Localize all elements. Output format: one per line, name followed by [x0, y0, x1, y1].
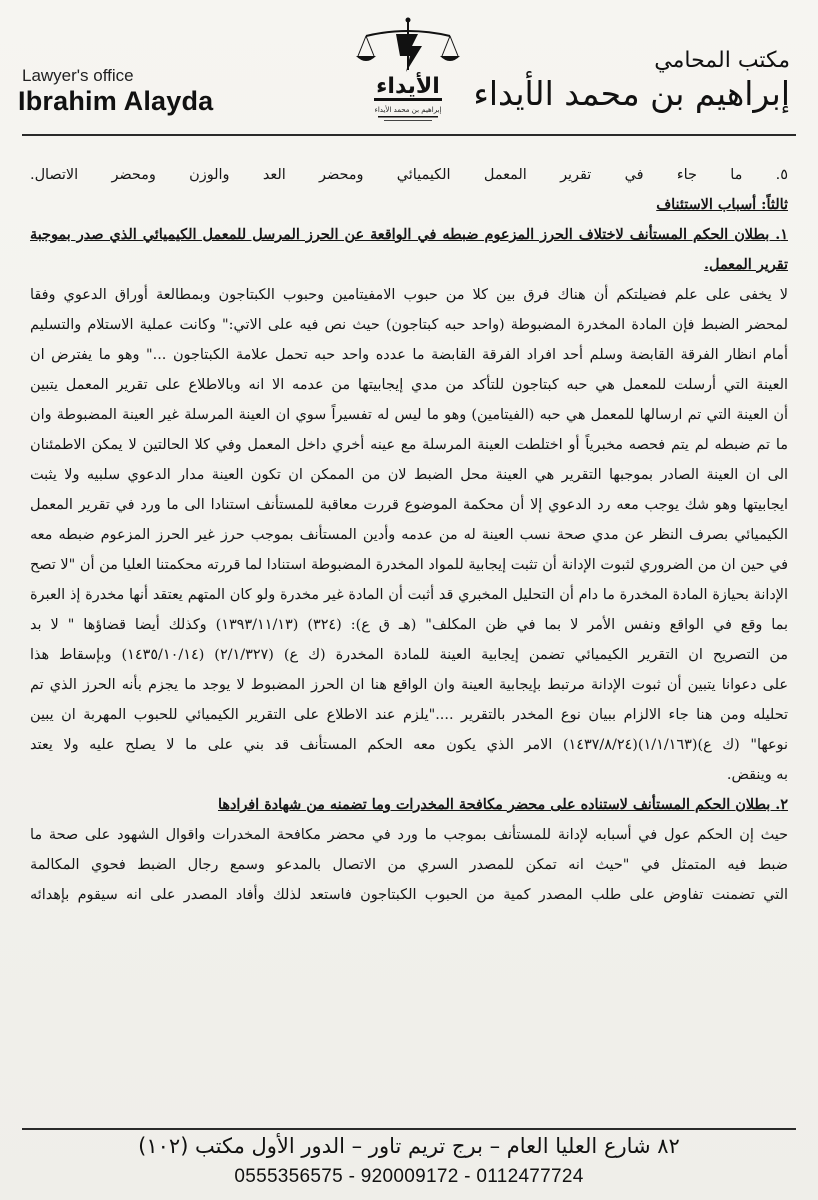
paragraph-line: ايجابيتها وهو شك يوجب معه رد الدعوي إلا أن محكمة الموضوع قررت معاقبة للمستأنف استنادا الى ما ورد في تقرير المعمل	[30, 497, 788, 513]
footer-divider	[22, 1128, 796, 1130]
paragraph-line: الى ان العينة الصادر بموجبها التقرير هي العينة محل الضبط لان من الممكن ان تكون العينة مدار الدعوي سلبيه ولا يثبت	[30, 467, 788, 483]
paragraph-line-end: به وينقض.	[726, 767, 788, 783]
body-line-reason-1-heading: ١. بطلان الحكم المستأنف لاختلاف الحرز المزعوم ضبطه في الواقعة عن الحرز المرسل للمعمل الكيميائي الذي صدر بموجبة	[30, 226, 788, 243]
scales-of-justice-icon	[352, 12, 464, 132]
paragraph-line: لمحضر الضبط فإن المادة المخدرة المضبوطة (واحد حبه كبتاجون) حيث نص فيه على الاتي:" وكانت عملية الاستلام والتسليم	[30, 317, 788, 333]
paragraph-line: في حين ان من الضروري لثبوت الإدانة أن تثبت إيجابية للمواد المخدرة المضبوطة استنادا لما قررته محكمتنا العليا من أن "لا تصح	[30, 557, 788, 573]
paragraph-line: ضبط فيه المتمثل في "حيث انه تمكن للمصدر السري من الاتصال بالمدعو وسمع رجال الضبط فحوي المكالمة	[30, 857, 788, 873]
paragraph-line: الإدانة بحيازة المادة المخدرة ما دام أن التحليل المخبري قد أثبت أن المادة غير مخدرة ولو كان المتهم يعتقد أنها مخدرة إذ العبرة	[30, 587, 788, 603]
paragraph-line: ما تم ضبطه لم يتم فحصه مخبرياً أو اختلطت العينة المرسلة مع عينه أخري داخل المعمل وفي كلا الحالتين لا يمكن الاطمئنان	[30, 437, 788, 453]
lawyer-name-ar: إبراهيم بن محمد الأيداء	[473, 74, 790, 113]
paragraph-line: لا يخفى على علم فضيلتكم أن هناك فرق بين كلا من حبوب الامفيتامين وحبوب الكبتاجون وبمطالعة أوراق الدعوي وفقا	[30, 287, 788, 303]
lawyer-name-en: Ibrahim Alayda	[18, 86, 214, 116]
section-heading-appeal-reasons: ثالثاً: أسباب الاستئناف	[656, 196, 788, 213]
paragraph-line: على دعوانا يتبين أن ثبوت الإدانة مرتبط بإيجابية العينة وان الواقع هنا ان الحرز المضبوط لا يوجد ما يجزم بأنه الحرز الذي تم	[30, 677, 788, 693]
paragraph-line: من التصريح ان التقرير الكيميائي تضمن إيجابية العينة للمادة المخدرة (ك ع) (٢/١/٣٢٧) (١٤٣٥/١٠/١٤) وبإسقاط هذا	[30, 647, 788, 663]
header-divider	[22, 134, 796, 136]
logo-name-ar: إبراهيم بن محمد الأيداء	[374, 106, 442, 114]
paragraph-line: العينة التي أرسلت للمعمل هي حبه كبتاجون للتأكد من مدي إيجابيتها من عدمه الا انه وبالاطلاع على تقرير المعمل يتبين	[30, 377, 788, 393]
document-body	[30, 160, 788, 910]
paragraph-line: نوعها" (ك ع)(١/١/١٦٣)(١٤٣٧/٨/٢٤) الامر الذي يكون معه الحكم المستأنف قد بني على ما لا يصلح عليه ولا يعتد	[30, 737, 788, 753]
office-label-en: Lawyer's office	[22, 66, 134, 85]
body-line-item-5: ٥. ما جاء في تقرير المعمل الكيميائي ومحضر العد والوزن ومحضر الاتصال.	[30, 167, 788, 183]
firm-logo	[352, 12, 464, 132]
paragraph-line: حيث إن الحكم عول في أسبابه لإدانة للمستأنف بموجب ما ورد في محضر مكافحة المخدرات واقوال الشهود على صحة ما	[30, 827, 788, 843]
logo-wordmark: الأيداء	[376, 74, 440, 99]
office-label-ar: مكتب المحامي	[654, 48, 790, 73]
body-line-reason-1-heading-cont: تقرير المعمل.	[703, 256, 788, 273]
body-line-reason-2-heading: ٢. بطلان الحكم المستأنف لاستناده على محضر مكافحة المخدرات وما تضمنه من شهادة افرادها	[217, 796, 788, 813]
letterhead	[0, 0, 818, 140]
paragraph-line: أمام انظار الفرقة القابضة وسلم أحد افراد الفرقة القابضة ما عدده واحد حبه تحمل علامة الكبتاجون ..." وهو ما يفترض ان	[30, 347, 788, 363]
paragraph-line: التي تضمنت تفاوض على طلب المصدر كمية من الحبوب الكبتاجون فاستعد لذلك وأفاد المصدر على انه سيقوم بإهدائه	[30, 887, 788, 903]
footer-phone-numbers: 0555356575 - 920009172 - 0112477724	[234, 1166, 584, 1187]
footer-address: ٨٢ شارع العليا العام – برج تريم تاور – الدور الأول مكتب (١٠٢)	[138, 1134, 680, 1158]
paragraph-line: تحليله ومن هنا جاء الالزام ببيان نوع المخدر بالتقرير ...."يلزم عند الاطلاع على التقرير الكيميائي للحبوب المهربة ان يبين	[30, 707, 788, 723]
paragraph-line: الكيميائي بصرف النظر عن مدي صحة نسب العينة له من عدمه وأدين المستأنف بموجب حرز غير الحرز المزعوم ضبطه معه	[30, 527, 788, 543]
paragraph-line: بما وقع في الواقع ونفس الأمر لا بما في ظن المكلف" (هـ ق ع): (٣٢٤) (١٣٩٣/١١/١٣) وكذلك أيضا قضاؤها " لا بد	[30, 617, 788, 633]
paragraph-line: أن العينة التي تم ارسالها للمعمل هي حبه (الفيتامين) وهو ما ليس له تفسيراً سوي ان العينة المرسلة غير العينة المضبوطة وان	[30, 407, 788, 423]
